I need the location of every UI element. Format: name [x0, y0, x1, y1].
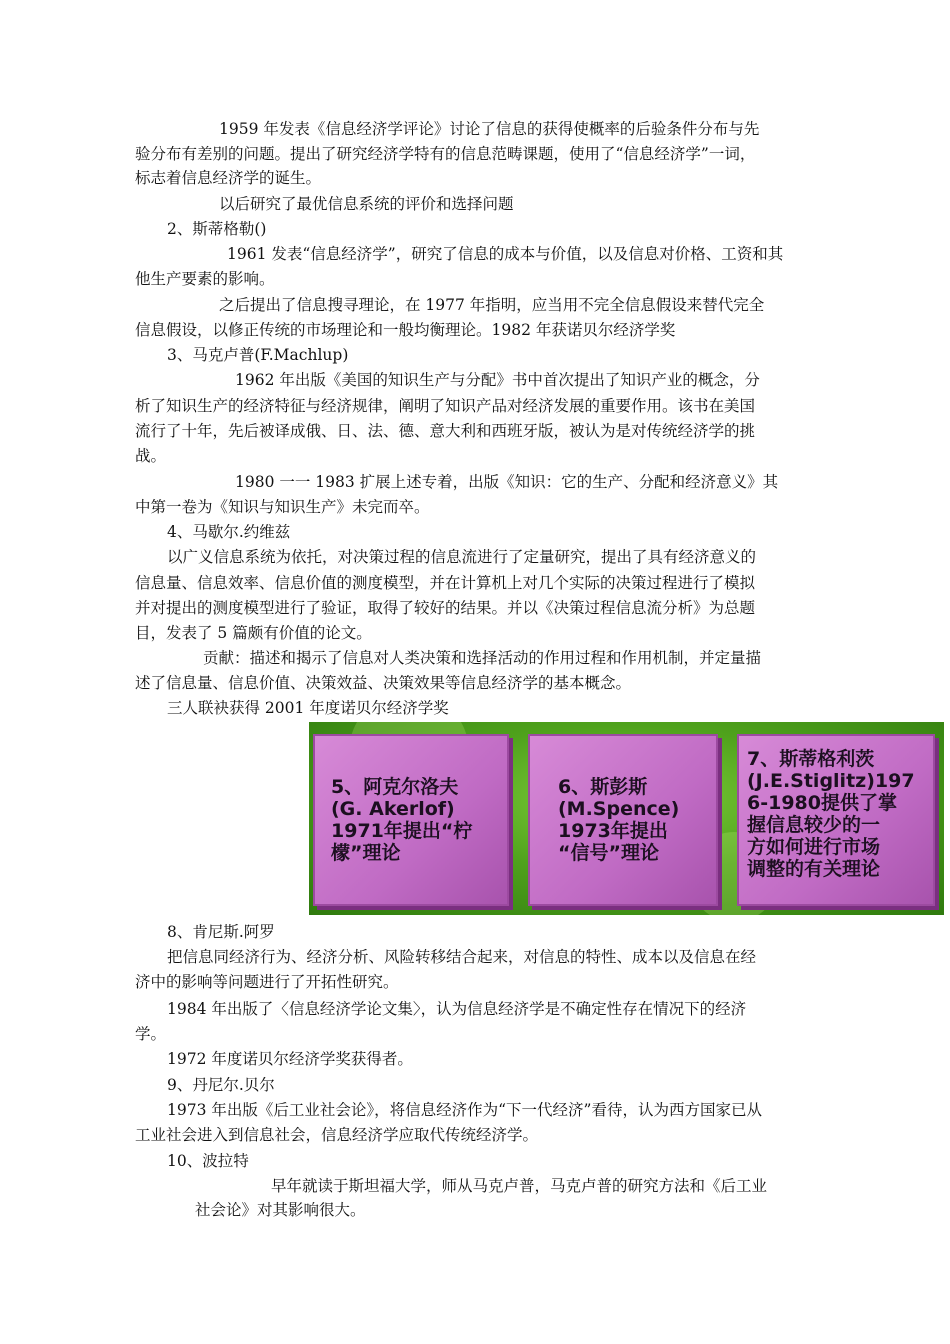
text-line: 信息量、信息效率、信息价值的测度模型，并在计算机上对几个实际的决策过程进行了模拟 — [135, 574, 756, 592]
text-line: 早年就读于斯坦福大学，师从马克卢普，马克卢普的研究方法和《后工业 — [271, 1177, 768, 1195]
box-line: 1973年提出 — [558, 820, 668, 842]
box-line: “信号”理论 — [558, 842, 659, 864]
text-line: 战。 — [135, 447, 167, 465]
text-line: 济中的影响等问题进行了开拓性研究。 — [135, 973, 399, 991]
text-line: 并对提出的测度模型进行了验证，取得了较好的结果。并以《决策过程信息流分析》为总题 — [135, 599, 756, 617]
section-heading: 8、肯尼斯.阿罗 — [167, 923, 275, 941]
text-line: 信息假设，以修正传统的市场理论和一般均衡理论。1982 年获诺贝尔经济学奖 — [135, 321, 676, 339]
box-line: (G. Akerlof) — [331, 798, 455, 820]
box-line: 檬”理论 — [331, 842, 401, 864]
text-line: 1962 年出版《美国的知识生产与分配》书中首次提出了知识产业的概念，分 — [235, 371, 760, 389]
laureate-box-spence — [528, 734, 718, 906]
box-line: (M.Spence) — [558, 798, 680, 820]
text-line: 验分布有差别的问题。提出了研究经济学特有的信息范畴课题，使用了“信息经济学”一词， — [135, 145, 756, 163]
section-heading: 3、马克卢普(F.Machlup) — [167, 346, 349, 364]
section-heading: 10、波拉特 — [167, 1152, 249, 1170]
text-line: 工业社会进入到信息社会，信息经济学应取代传统经济学。 — [135, 1126, 539, 1144]
box-line: 方如何进行市场 — [747, 836, 881, 858]
box-line: 握信息较少的一 — [747, 814, 881, 836]
text-line: 1972 年度诺贝尔经济学奖获得者。 — [167, 1050, 413, 1068]
box-line: 调整的有关理论 — [747, 858, 881, 880]
text-line: 中第一卷为《知识与知识生产》未完而卒。 — [135, 498, 430, 516]
text-line: 述了信息量、信息价值、决策效益、决策效果等信息经济学的基本概念。 — [135, 674, 632, 692]
text-line: 贡献：描述和揭示了信息对人类决策和选择活动的作用过程和作用机制，并定量描 — [203, 649, 762, 667]
text-line: 1980 一一 1983 扩展上述专着，出版《知识：它的生产、分配和经济意义》其 — [235, 473, 779, 491]
text-line: 析了知识生产的经济特征与经济规律，阐明了知识产品对经济发展的重要作用。该书在美国 — [135, 397, 756, 415]
text-line: 以后研究了最优信息系统的评价和选择问题 — [219, 195, 514, 213]
text-line: 三人联袂获得 2001 年度诺贝尔经济学奖 — [167, 699, 449, 717]
laureate-box-akerlof — [313, 734, 509, 906]
text-line: 流行了十年，先后被译成俄、日、法、德、意大利和西班牙版，被认为是对传统经济学的挑 — [135, 422, 756, 440]
box-line: 5、阿克尔洛夫 — [331, 776, 459, 798]
section-heading: 2、斯蒂格勒() — [167, 220, 267, 238]
text-line: 1959 年发表《信息经济学评论》讨论了信息的获得使概率的后验条件分布与先 — [219, 120, 760, 138]
section-heading: 4、马歇尔.约维兹 — [167, 523, 291, 541]
laureate-box-stiglitz — [737, 734, 935, 906]
box-line: 7、斯蒂格利茨 — [747, 748, 875, 770]
text-line: 学。 — [135, 1025, 167, 1043]
section-heading: 9、丹尼尔.贝尔 — [167, 1076, 275, 1094]
box-line: 6-1980提供了掌 — [747, 792, 897, 814]
text-line: 之后提出了信息搜寻理论，在 1977 年指明，应当用不完全信息假设来替代完全 — [219, 296, 765, 314]
box-line: 1971年提出“柠 — [331, 820, 473, 842]
text-line: 把信息同经济行为、经济分析、风险转移结合起来，对信息的特性、成本以及信息在经 — [167, 948, 757, 966]
text-line: 以广义信息系统为依托，对决策过程的信息流进行了定量研究，提出了具有经济意义的 — [167, 548, 757, 566]
text-line: 1961 发表“信息经济学”，研究了信息的成本与价值，以及信息对价格、工资和其 — [227, 245, 784, 263]
text-line: 1984 年出版了〈信息经济学论文集〉，认为信息经济学是不确定性存在情况下的经济 — [167, 1000, 747, 1018]
text-line: 社会论》对其影响很大。 — [195, 1201, 366, 1219]
box-line: 6、斯彭斯 — [558, 776, 648, 798]
text-line: 目，发表了 5 篇颇有价值的论文。 — [135, 624, 372, 642]
text-line: 他生产要素的影响。 — [135, 270, 275, 288]
text-line: 标志着信息经济学的诞生。 — [135, 169, 322, 187]
laureates-banner-image — [309, 722, 944, 915]
box-line: (J.E.Stiglitz)197 — [747, 770, 915, 792]
text-line: 1973 年出版《后工业社会论》，将信息经济作为“下一代经济”看待，认为西方国家已从 — [167, 1101, 762, 1119]
